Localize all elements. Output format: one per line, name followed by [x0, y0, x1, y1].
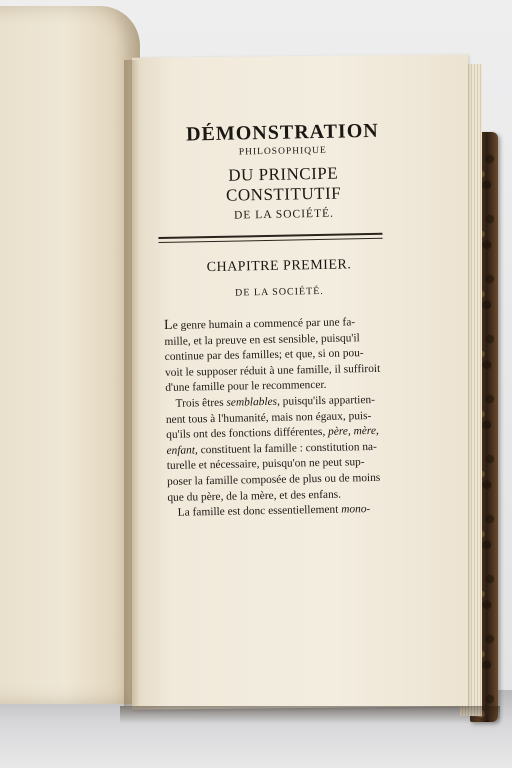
text-line: Trois êtres semblables, puisqu'ils appartien- [175, 393, 376, 410]
text-line: que du père, de la mère, et des enfans. [167, 488, 342, 504]
left-page-curl [0, 6, 140, 704]
body-text [164, 314, 394, 522]
text-line: d'une famille pour le recommencer. [165, 379, 327, 395]
book-gutter [124, 60, 140, 706]
book-title-line3: DE LA SOCIÉTÉ. [233, 207, 335, 222]
title-rule [158, 233, 382, 243]
text-line: qu'ils ont des fonctions différentes, père, mère, [166, 425, 379, 442]
book-subtitle: PHILOSOPHIQUE [238, 145, 327, 158]
text-line: poser la famille composée de plus ou de moins [166, 471, 381, 488]
text-line: voit le supposer réduit à une famille, il suffiroit [164, 362, 381, 379]
text-line: La famille est donc essentiellement mono- [177, 503, 371, 519]
text-line: nent tous à l'humanité, mais non égaux, puis- [165, 409, 372, 426]
page-content [160, 108, 400, 522]
page-shadow [120, 706, 500, 724]
chapter-heading: CHAPITRE PREMIER. [206, 257, 352, 276]
drop-letter: L [163, 317, 173, 333]
text-line: continue par des familles; et que, si on pou- [164, 347, 364, 364]
text-line: Le genre humain a commencé par une fa- [163, 316, 356, 333]
text-line: enfant, constituent la famille : constitution na- [166, 440, 377, 457]
book-title: DÉMONSTRATION [185, 119, 379, 146]
text-line: mille, et la preuve en est sensible, puisqu'il [164, 331, 360, 348]
book-title-line2: DU PRINCIPE CONSTITUTIF [225, 163, 342, 205]
chapter-title: DE LA SOCIÉTÉ. [235, 285, 324, 299]
text-line: turelle et nécessaire, puisqu'on ne peut sup- [166, 456, 365, 473]
